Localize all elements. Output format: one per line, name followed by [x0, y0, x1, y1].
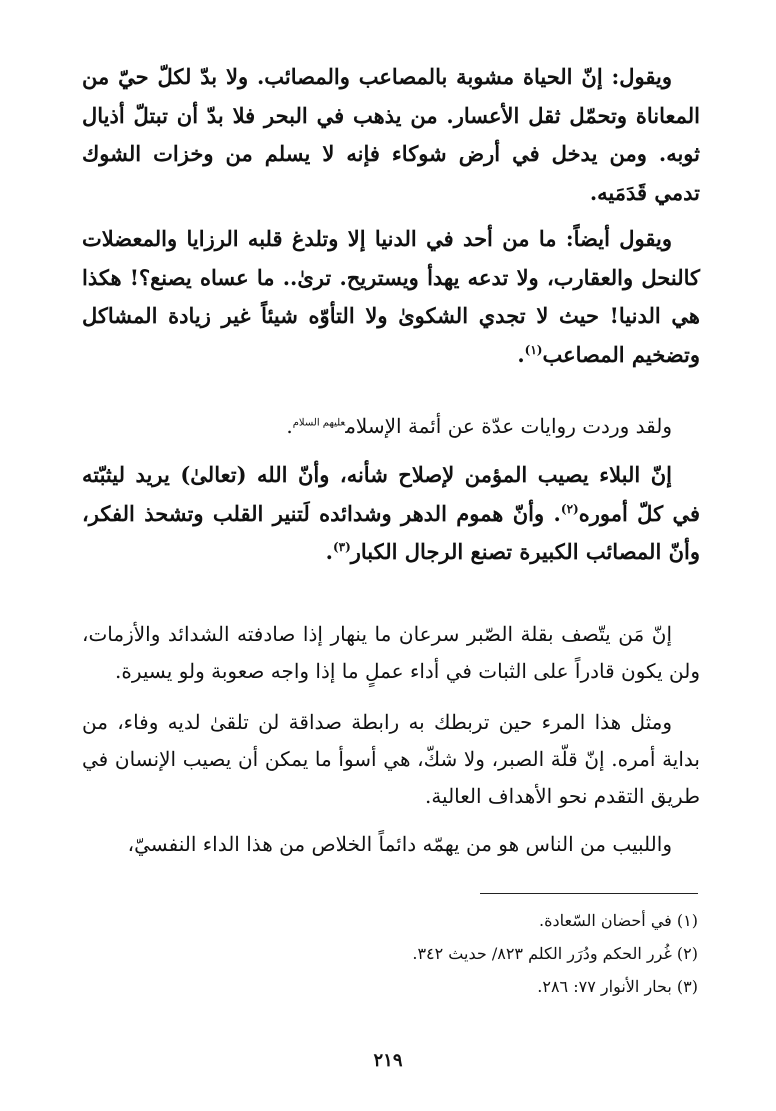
body-paragraph-2 [82, 616, 700, 690]
footnote-divider [480, 893, 698, 894]
body-paragraph-1 [82, 408, 700, 445]
quote-paragraph-2 [82, 220, 700, 374]
quote-paragraph-1 [82, 58, 700, 212]
body-paragraph-4 [82, 826, 700, 863]
quote-2-text: ويقول أيضاً: ما من أحد في الدنيا إلا وتلدغ قلبه الرزايا والمعضلات كالنحل والعقارب، ولا تدعه يهدأ ويستريح. ترىٰ.. ما عساه يصنع؟! هكذا هي الدنيا! حيث لا تجدي الشكوىٰ ولا التأوّه شيئاً غير زيادة المشاكل وتضخيم المصاعب [82, 226, 700, 367]
honorific-glyph: عليهم السلام [292, 417, 346, 429]
para-2-text: إنّ مَن يتّصف بقلة الصّبر سرعان ما ينهار إذا صادفته الشدائد والأزمات، ولن يكون قادراً على الثبات في أداء عملٍ ما إذا واجه صعوبة ولو يسيرة. [82, 622, 700, 683]
footnote-2: (٢) غُرر الحكم ودُرَر الكلم ٨٢٣/ حديث ٣٤٢. [412, 944, 698, 963]
quote-paragraph-3 [82, 456, 700, 572]
footnotes-block [82, 904, 698, 1003]
quote-2-end: . [517, 341, 525, 367]
footnote-3: (٣) بحار الأنوار ٧٧: ٢٨٦. [537, 977, 698, 996]
footnote-ref-2: (٢) [560, 501, 579, 516]
page-number: ٢١٩ [373, 1050, 403, 1071]
quote-1-text: ويقول: إنّ الحياة مشوبة بالمصاعب والمصائب. ولا بدّ لكلّ حيّ من المعاناة وتحمّل ثقل الأعسار. من يذهب في البحر فلا بدّ أن تبتلّ أذيال ثوبه. ومن يدخل في أرض شوكاء فإنه لا يسلم من وخزات الشوك تدمي قَدَمَيه. [82, 64, 700, 205]
body-paragraph-3 [82, 704, 700, 815]
para-3-text: ومثل هذا المرء حين تربطك به رابطة صداقة لن تلقىٰ لديه وفاء، من بداية أمره. إنّ قلّة الصبر، ولا شكّ، هي أسوأ ما يمكن أن يصيب الإنسان في طريق التقدم نحو الأهداف العالية. [82, 710, 700, 808]
footnote-ref-3: (٣) [332, 540, 351, 554]
para-1-end: . [286, 414, 293, 438]
quote-3-part2: . وأنّ هموم الدهر وشدائده لَتنير القلب وتشحذ الفكر، وأنّ المصائب الكبيرة تصنع الرجال الكبار [82, 500, 700, 564]
para-1-text: ولقد وردت روايات عدّة عن أئمة الإسلام [345, 414, 672, 438]
quote-3-end: . [325, 539, 333, 564]
quote-3-part1: إنّ البلاء يصيب المؤمن لإصلاح شأنه، وأنّ الله (تعالىٰ) يريد ليثبّته في كلّ أموره [82, 462, 701, 526]
para-4-text: واللبيب من الناس هو من يهمّه دائماً الخلاص من هذا الداء النفسيّ، [127, 832, 672, 856]
footnote-ref-1: (١) [524, 342, 543, 357]
footnote-1: (١) في أحضان السّعادة. [539, 911, 698, 930]
